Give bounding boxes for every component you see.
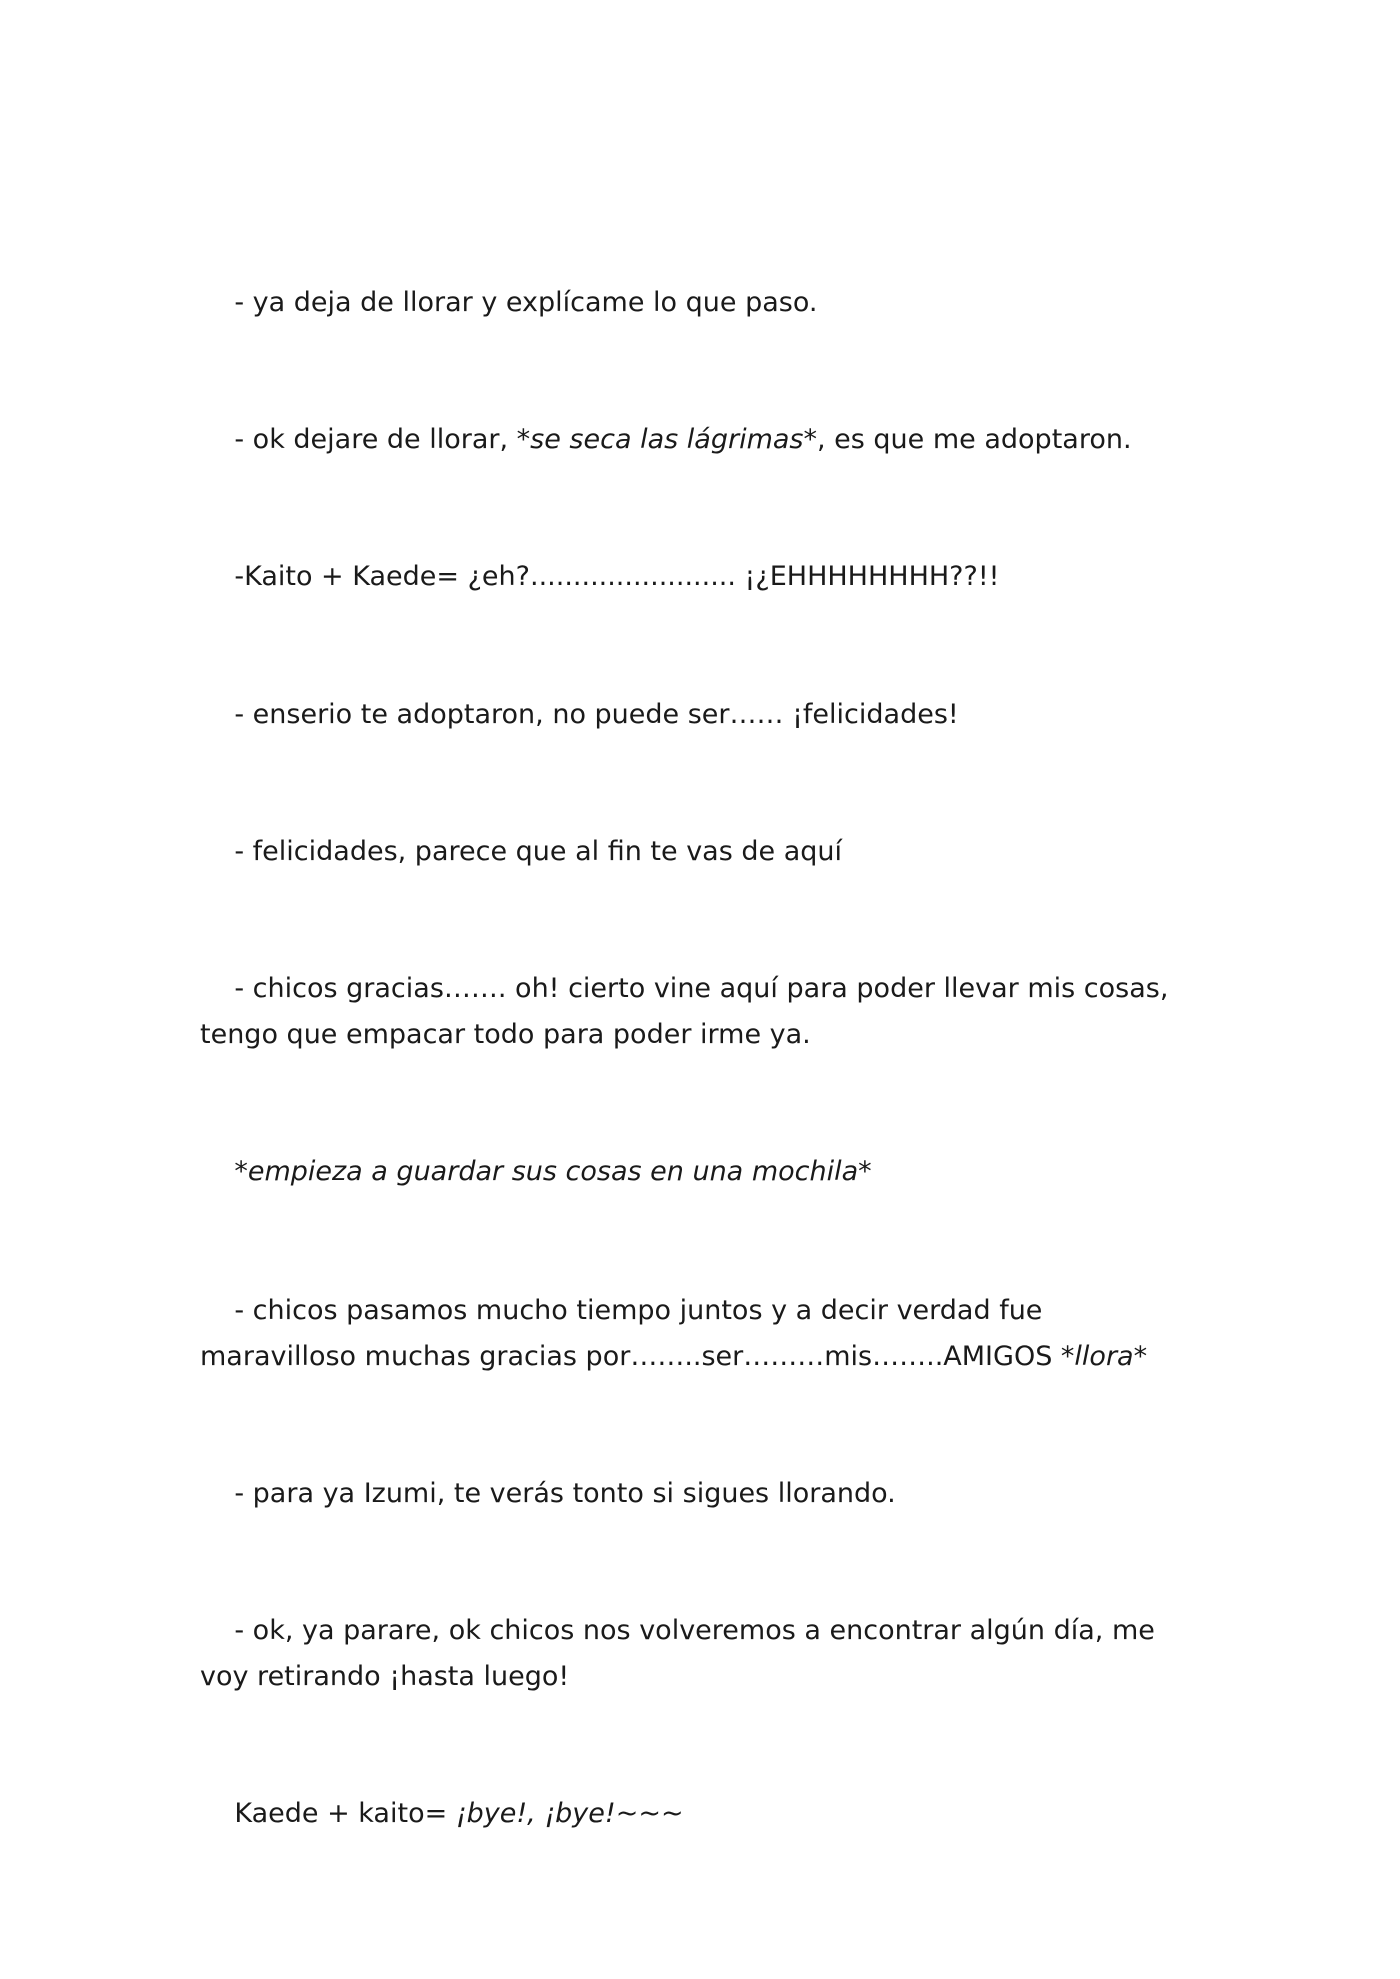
action-text-run: *llora* [1060, 1341, 1148, 1372]
dialogue-paragraph-1 [200, 234, 1200, 372]
action-text-run: *se seca las lágrimas* [516, 424, 817, 455]
dialogue-paragraph-4 [200, 646, 1200, 784]
dialogue-paragraph-8 [200, 1242, 1200, 1426]
text-run: , es que me adoptaron. [816, 424, 1132, 455]
text-run: - ya deja de llorar y explícame lo que paso. [234, 287, 818, 318]
action-text-run: ¡bye!, ¡bye!~~~ [455, 1798, 684, 1829]
action-text-run: *empieza a guardar sus cosas en una mochila* [234, 1156, 872, 1187]
dialogue-paragraph-10 [200, 1562, 1200, 1746]
text-run: - ok, ya parare, ok chicos nos volveremos a encontrar algún día, me voy retirando ¡hasta luego! [200, 1615, 1164, 1692]
text-run: - chicos pasamos mucho tiempo juntos y a decir verdad fue maravilloso muchas gracias por……..ser………mis……..AMIGOS [200, 1295, 1061, 1372]
dialogue-paragraph-5 [200, 783, 1200, 921]
text-run: - felicidades, parece que al fin te vas de aquí [234, 836, 843, 867]
dialogue-paragraph-6 [200, 920, 1200, 1104]
dialogue-paragraph-2 [200, 371, 1200, 509]
text-run: -Kaito + Kaede= ¿eh?........................ ¡¿EHHHHHHHH??!! [234, 561, 1000, 592]
text-run: - ok dejare de llorar, [234, 424, 517, 455]
dialogue-paragraph-9 [200, 1425, 1200, 1563]
dialogue-paragraph-11 [200, 1745, 1200, 1883]
text-run: - enserio te adoptaron, no puede ser…… ¡felicidades! [234, 699, 959, 730]
text-run: Kaede + kaito= [234, 1798, 456, 1829]
dialogue-paragraph-3 [200, 508, 1200, 646]
dialogue-paragraph-7 [200, 1103, 1200, 1241]
text-run: - para ya Izumi, te verás tonto si sigues llorando. [234, 1478, 896, 1509]
text-run: - chicos gracias……. oh! cierto vine aquí para poder llevar mis cosas, tengo que empacar todo para poder irme ya. [200, 973, 1177, 1050]
